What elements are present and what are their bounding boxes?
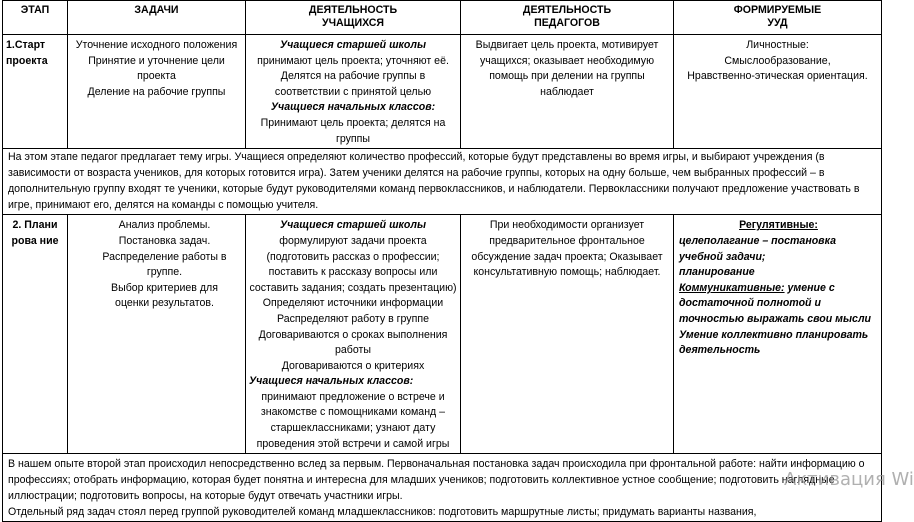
table-header-row: [3, 1, 882, 35]
stage-2-tasks: Анализ проблемы. Постановка задач. Распределение работы в группе. Выбор критериев для оценки результатов.: [68, 215, 246, 454]
stage-1-tasks: Уточнение исходного положения Принятие и уточнение цели проекта Деление на рабочие группы: [68, 35, 246, 149]
header-skills: ФОРМИРУЕМЫЕ УУД: [674, 1, 882, 35]
table-row-note-1: [3, 149, 882, 215]
header-teachers: ДЕЯТЕЛЬНОСТЬ ПЕДАГОГОВ: [461, 1, 674, 35]
header-tasks: ЗАДАЧИ: [68, 1, 246, 35]
stage-1-teachers: Выдвигает цель проекта, мотивирует учащихся; оказывает необходимую помощь при делении на группы наблюдает: [461, 35, 674, 149]
table-row-stage-2: [3, 215, 882, 454]
stage-1-skills: Личностные: Смыслообразование, Нравственно-этическая ориентация.: [674, 35, 882, 149]
stage-1-students: Учащиеся старшей школы принимают цель проекта; уточняют её. Делятся на рабочие группы в соответствии с принятой целью Учащиеся начальных классов: Принимают цель проекта; делятся на группы: [246, 35, 461, 149]
project-stages-table: [2, 0, 882, 522]
header-students: ДЕЯТЕЛЬНОСТЬ УЧАЩИХСЯ: [246, 1, 461, 35]
table-row-note-2: [3, 454, 882, 522]
stage-2-students: Учащиеся старшей школы формулируют задачи проекта (подготовить рассказ о профессии; поставить к рассказу вопросы или составить задания; создать презентацию) Определяют источники информации Распределяют работу в группе Договариваются о сроках выполнения работы Договариваются о критериях Учащиеся начальных классов: принимают предложение о встрече и знакомстве с помощниками команд – старшеклассниками; узнают дату проведения этой встречи и самой игры: [246, 215, 461, 454]
stage-2-skills: Регулятивные: целеполагание – постановка учебной задачи; планирование Коммуникативные: умение с достаточной полнотой и точностью выражать свои мысли Умение коллективно планировать деятельность: [674, 215, 882, 454]
header-stage: ЭТАП: [3, 1, 68, 35]
table-row-stage-1: [3, 35, 882, 149]
stage-1-label: 1.Старт проекта: [3, 35, 68, 149]
stage-2-teachers: При необходимости организует предварительное фронтальное обсуждение задач проекта; Оказывает консультативную помощь; наблюдает.: [461, 215, 674, 454]
stage-2-note: В нашем опыте второй этап происходил непосредственно вслед за первым. Первоначальная постановка задач происходила при фронтальной работе: найти информацию о профессиях; отобрать информацию, которая будет понятна и интересна для младших учеников; подготовить коллективное устное сообщение; подготовить наглядные иллюстрации; подготовить вопросы, на которые будут отвечать участники игры. Отдельный ряд задач стоял перед группой руководителей команд младшеклассников: подготовить маршрутные листы; придумать варианты названия,: [3, 454, 882, 522]
activation-watermark: Активация Wi: [784, 469, 914, 490]
stage-2-label: 2. Плани рова ние: [3, 215, 68, 454]
stage-1-note: На этом этапе педагог предлагает тему игры. Учащиеся определяют количество профессий, которые будут представлены во время игры, и выбирают учреждения (в зависимости от возраста учеников, для которых готовится игра). Затем ученики делятся на рабочие группы, которых на одну больше, чем выбранных профессий – в дополнительную группу входят те ученики, которые будут руководителями команд первоклассников, и наблюдатели. Первоклассники получают предложение участвовать в игре, принимают его, делятся на команды с помощью учителя.: [3, 149, 882, 215]
